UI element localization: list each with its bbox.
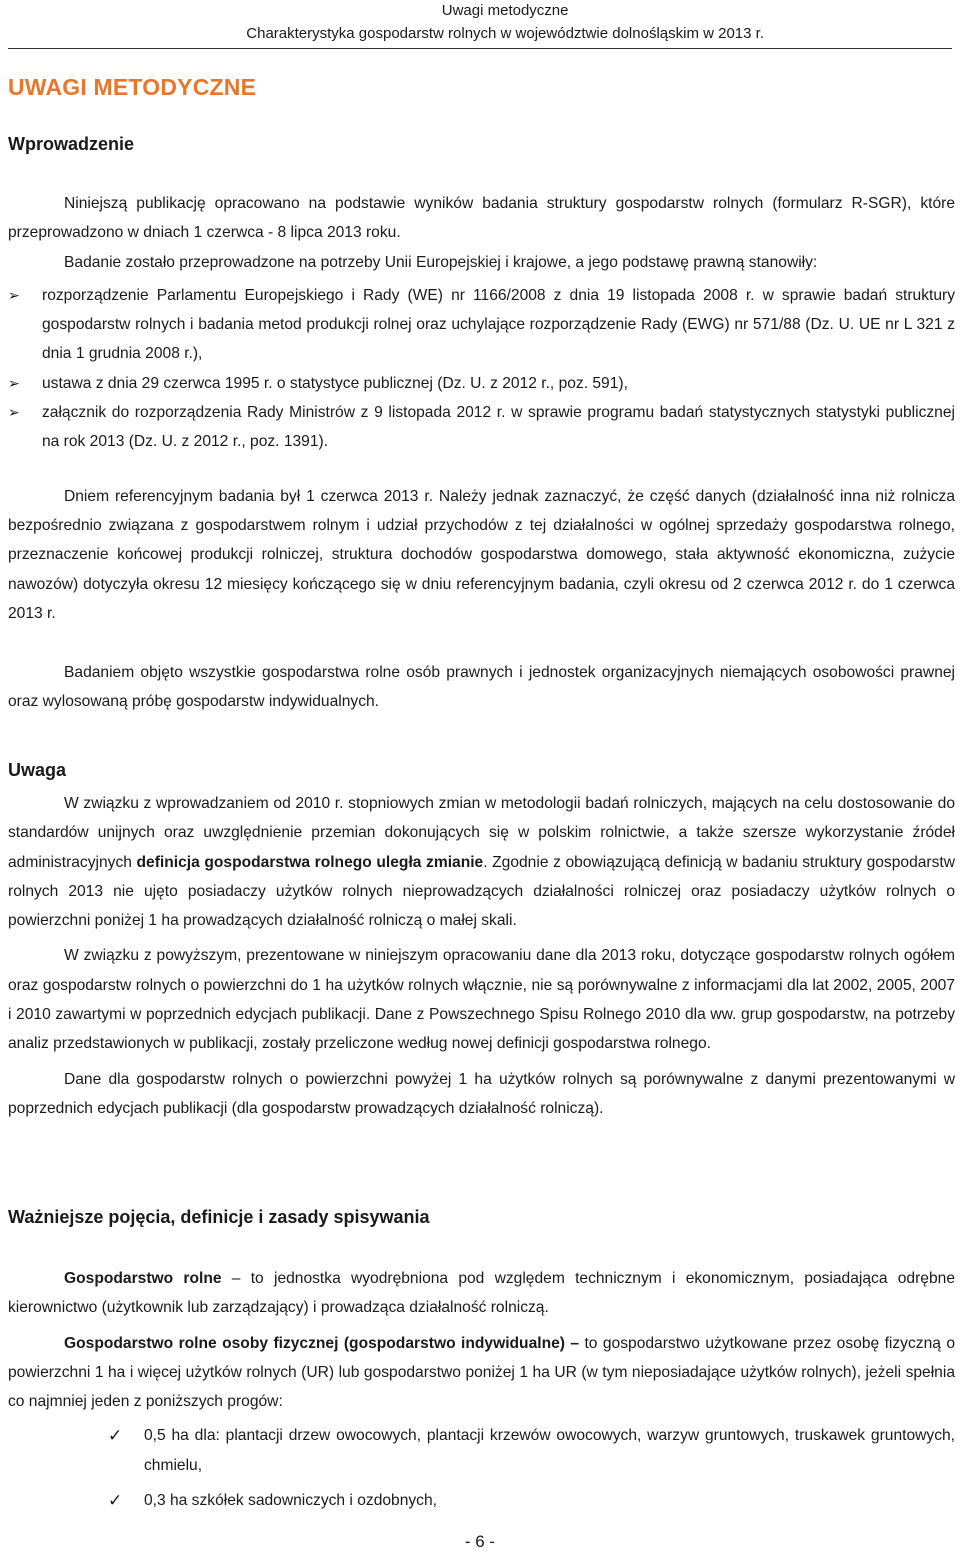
arrow-bullet-icon: ➢	[8, 286, 20, 303]
intro-paragraph-4: Badaniem objęto wszystkie gospodarstwa rolne osób prawnych i jednostek organizacyjnych niemających osobowości prawnej oraz wylosowaną próbę gospodarstw indywidualnych.	[8, 664, 955, 711]
note-paragraph-1: W związku z wprowadzaniem od 2010 r. stopniowych zmian w metodologii badań rolniczych, mających na celu dostosowanie do standardów unijnych oraz uwzględnienie przemian dokonujących się w polskim rolnictwie, a także szersze wykorzystanie źródeł administracyjnych definicja gospodarstwa rolnego uległa zmianie. Zgodnie z obowiązującą definicją w badaniu struktury gospodarstw rolnych 2013 nie ujęto posiadaczy użytków rolnych nieprowadzących działalności rolniczej oraz posiadaczy użytków rolnych o powierzchni poniżej 1 ha prowadzących działalność rolniczą o małej skali.	[8, 795, 956, 930]
intro-paragraph-3: Dniem referencyjnym badania był 1 czerwca 2013 r. Należy jednak zaznaczyć, że część danych (działalność inna niż rolnicza bezpośrednio związana z gospodarstwem rolnym i udział przychodów z tej działalności w ogólnej sprzedaży gospodarstwa rolnego, przeznaczenie końcowej produkcji rolniczej, struktura dochodów gospodarstwa domowego, stała aktywność ekonomiczna, zużycie nawozów) dotyczyła okresu 12 miesięcy kończącego się w dniu referencyjnym badania, czyli okresu od 2 czerwca 2012 r. do 1 czerwca 2013 r.	[8, 487, 955, 622]
definition-change-emphasis: definicja gospodarstwa rolnego uległa zmianie	[136, 853, 484, 871]
list-item: ✓ 0,5 ha dla: plantacji drzew owocowych, plantacji krzewów owocowych, warzyw gruntowych, truskawek gruntowych, chmielu,	[8, 1421, 955, 1480]
check-bullet-icon: ✓	[108, 1426, 123, 1446]
arrow-bullet-icon: ➢	[8, 374, 20, 391]
check-bullet-icon: ✓	[108, 1491, 123, 1511]
list-item: ✓ 0,3 ha szkółek sadowniczych i ozdobnych,	[8, 1486, 955, 1515]
header-divider	[8, 48, 952, 49]
list-item: ➢ załącznik do rozporządzenia Rady Ministrów z 9 listopada 2012 r. w sprawie programu badań statystycznych statystyki publicznej na rok 2013 (Dz. U. z 2012 r., poz. 1391).	[8, 398, 955, 457]
header-line-1: Uwagi metodyczne	[441, 2, 569, 19]
page-number: - 6 -	[464, 1532, 496, 1551]
list-item: ➢ rozporządzenie Parlamentu Europejskiego i Rady (WE) nr 1166/2008 z dnia 19 listopada 2008 r. w sprawie badań struktury gospodarstw rolnych i badania metod produkcji rolnej oraz uchylające rozporządzenie Rady (EWG) nr 571/88 (Dz. U. UE nr L 321 z dnia 1 grudnia 2008 r.),	[8, 281, 955, 369]
note-body	[8, 789, 955, 1123]
definition-farm: Gospodarstwo rolne – to jednostka wyodrębniona pod względem technicznym i ekonomicznym, posiadająca odrębne kierownictwo (użytkownik lub zarządzający) i prowadząca działalność rolniczą.	[8, 1270, 955, 1317]
note-paragraph-2: W związku z powyższym, prezentowane w niniejszym opracowaniu dane dla 2013 roku, dotyczące gospodarstw rolnych ogółem oraz gospodarstw rolnych o powierzchni do 1 ha użytków rolnych włącznie, nie są porównywalne z informacjami dla lat 2002, 2005, 2007 i 2010 zawartymi w poprzednich edycjach publikacji. Dane z Powszechnego Spisu Rolnego 2010 dla ww. grup gospodarstw, na potrzeby analiz przedstawionych w publikacji, zostały przeliczone według nowej definicji gospodarstwa rolnego.	[8, 947, 955, 1053]
term-individual-farm: Gospodarstwo rolne osoby fizycznej (gospodarstwo indywidualne) –	[64, 1334, 580, 1352]
heading-introduction: Wprowadzenie	[8, 134, 135, 154]
note-paragraph-3: Dane dla gospodarstw rolnych o powierzchni powyżej 1 ha użytków rolnych są porównywalne z danymi prezentowanymi w poprzednich edycjach publikacji (dla gospodarstw prowadzących działalność rolniczą).	[8, 1070, 955, 1117]
thresholds-list	[8, 1421, 955, 1515]
list-item: ➢ ustawa z dnia 29 czerwca 1995 r. o statystyce publicznej (Dz. U. z 2012 r., poz. 591),	[8, 369, 955, 398]
definition-individual-farm: Gospodarstwo rolne osoby fizycznej (gospodarstwo indywidualne) – to gospodarstwo użytkowane przez osobę fizyczną o powierzchni 1 ha i więcej użytków rolnych (UR) lub gospodarstwo poniżej 1 ha UR (w tym nieposiadające użytków rolnych), jeżeli spełnia co najmniej jeden z poniższych progów:	[8, 1334, 955, 1411]
intro-paragraph-1: Niniejszą publikację opracowano na podstawie wyników badania struktury gospodarstw rolnych (formularz R-SGR), które przeprowadzono w dniach 1 czerwca - 8 lipca 2013 roku.	[8, 195, 955, 242]
legal-basis-list	[8, 281, 955, 457]
page-title: UWAGI METODYCZNE	[8, 74, 257, 100]
definitions-body	[8, 1264, 955, 1515]
header-line-2: Charakterystyka gospodarstw rolnych w województwie dolnośląskim w 2013 r.	[246, 25, 764, 42]
arrow-bullet-icon: ➢	[8, 404, 20, 421]
intro-paragraph-2: Badanie zostało przeprowadzone na potrzeby Unii Europejskiej i krajowe, a jego podstawę prawną stanowiły:	[64, 253, 818, 271]
introduction-body	[8, 189, 955, 717]
heading-definitions: Ważniejsze pojęcia, definicje i zasady spisywania	[8, 1207, 430, 1227]
heading-note: Uwaga	[8, 760, 67, 780]
term-farm: Gospodarstwo rolne	[64, 1270, 222, 1287]
running-header	[246, 0, 764, 45]
